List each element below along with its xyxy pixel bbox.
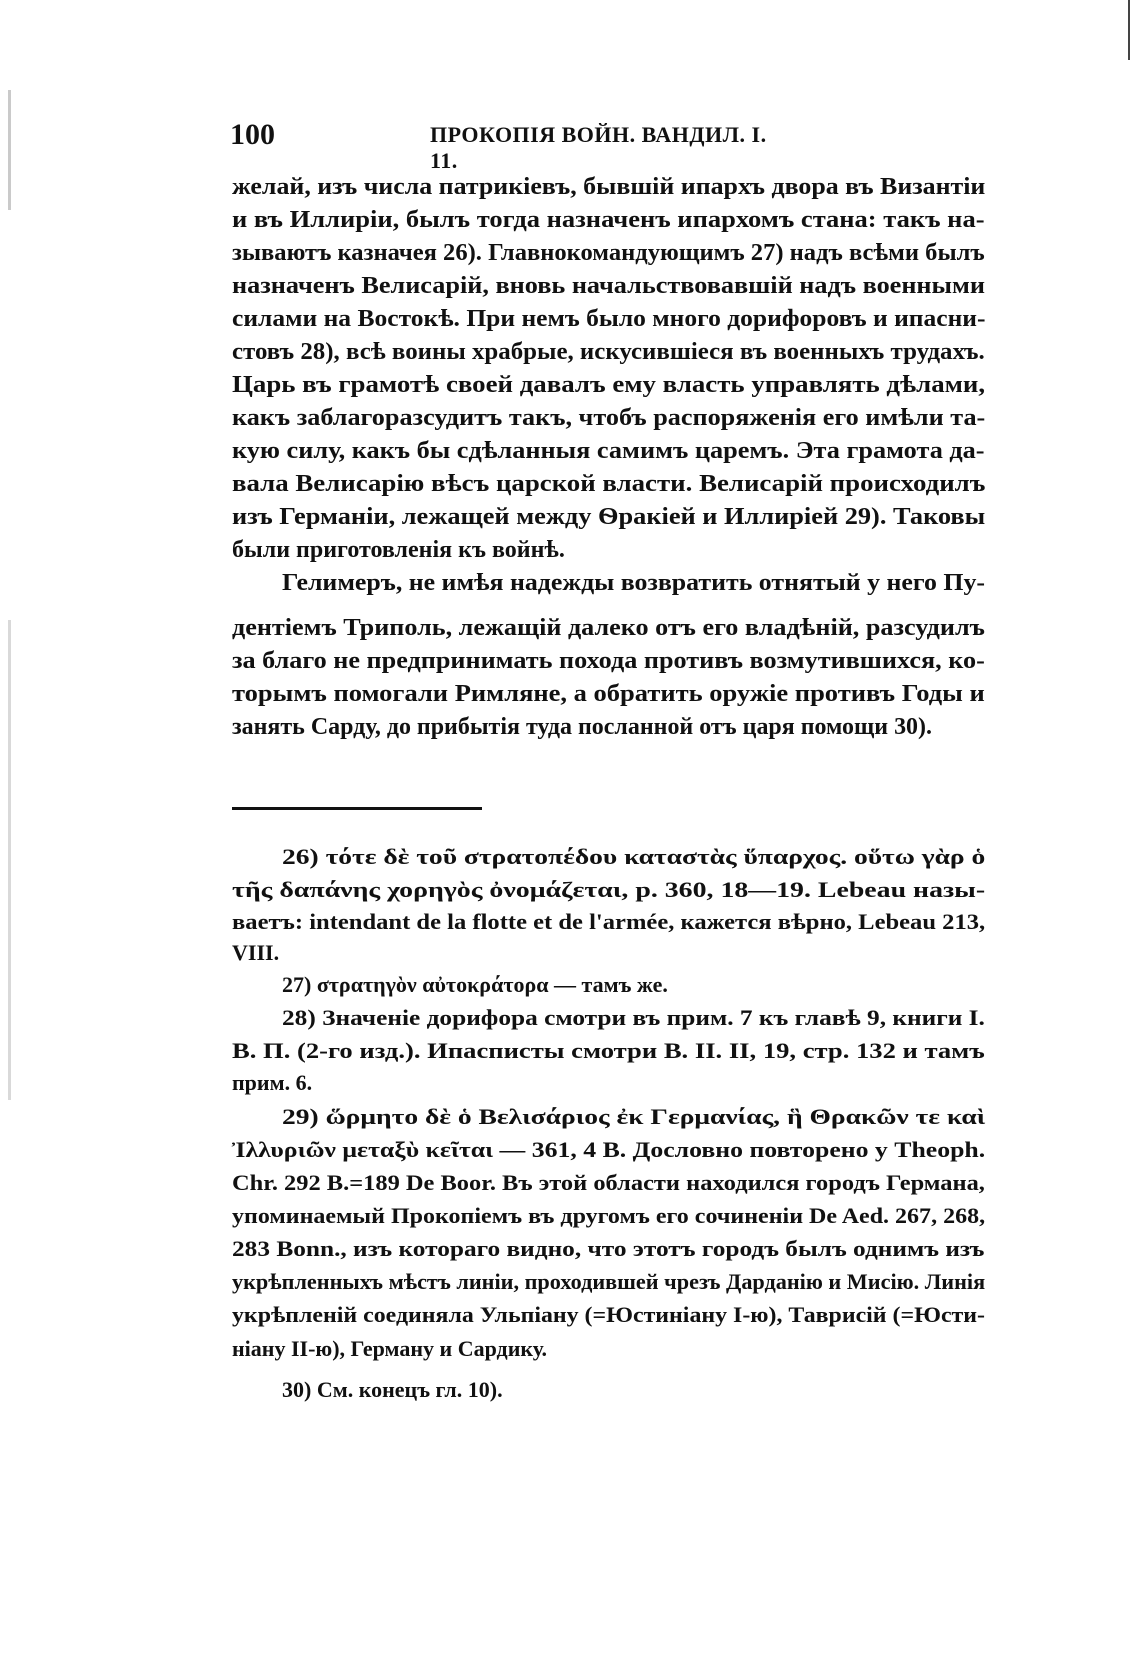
footnote-separator bbox=[232, 807, 482, 810]
text-line: желай, изъ числа патрикіевъ, бывшій ипархъ двора въ Византіи bbox=[232, 174, 986, 200]
text-line: дентіемъ Триполь, лежащій далеко отъ его владѣній, разсудилъ bbox=[232, 615, 985, 641]
footnote-line: упоминаемый Прокопіемъ въ другомъ его сочиненіи De Aed. 267, 268, bbox=[232, 1203, 986, 1228]
footnote-line: укрѣпленій соединяла Ульпіану (=Юстиніану I-ю), Таврисій (=Юсти- bbox=[232, 1302, 985, 1327]
running-title: ПРОКОПІЯ ВОЙН. ВАНДИЛ. І. 11. bbox=[430, 122, 767, 173]
text-line: были приготовленія къ войнѣ. bbox=[232, 537, 565, 563]
scan-edge-line bbox=[1128, 0, 1130, 60]
text-line: силами на Востокѣ. При немъ было много дорифоровъ и ипасни- bbox=[232, 306, 986, 332]
text-line: и въ Иллиріи, былъ тогда назначенъ ипархомъ стана: такъ на- bbox=[232, 207, 985, 233]
footnote-line: прим. 6. bbox=[232, 1070, 313, 1095]
text-line: за благо не предпринимать похода противъ возмутившихся, ко- bbox=[232, 648, 985, 674]
footnote-line: 30) См. конецъ гл. 10). bbox=[282, 1377, 503, 1402]
text-line: стовъ 28), всѣ воины храбрые, искусившіеся въ военныхъ трудахъ. bbox=[232, 339, 985, 365]
footnote-line: укрѣпленныхъ мѣстъ линіи, проходившей чрезъ Дарданію и Мисію. Линія bbox=[232, 1269, 986, 1294]
footnote-line: 29) ὥρμητο δὲ ὁ Βελισάριος ἐκ Γερμανίας, ἣ Θρακῶν τε καὶ bbox=[282, 1104, 986, 1129]
scan-margin-noise bbox=[8, 620, 11, 1100]
text-line: торымъ помогали Римляне, а обратить оружіе противъ Годы и bbox=[232, 681, 985, 707]
text-line: назначенъ Велисарій, вновь начальствовавшій надъ военными bbox=[232, 273, 986, 299]
footnote-line: 283 Bonn., изъ котораго видно, что этотъ городъ былъ однимъ изъ bbox=[232, 1236, 985, 1261]
footnote-line: Chr. 292 B.=189 De Boor. Въ этой области находился городъ Германа, bbox=[232, 1170, 985, 1195]
text-line: какъ заблагоразсудитъ такъ, чтобъ распоряженія его имѣли та- bbox=[232, 405, 986, 431]
page-number: 100 bbox=[230, 118, 275, 151]
running-header bbox=[230, 118, 780, 173]
footnote-line: 27) στρατηγὸν αὐτοκράτορα — тамъ же. bbox=[282, 972, 668, 997]
scan-margin-noise bbox=[8, 90, 11, 210]
text-line: зываютъ казначея 26). Главнокомандующимъ 27) надъ всѣми былъ bbox=[232, 240, 985, 266]
text-line: вала Велисарію вѣсъ царской власти. Велисарій происходилъ bbox=[232, 471, 986, 497]
text-line: кую силу, какъ бы сдѣланныя самимъ царемъ. Эта грамота да- bbox=[232, 438, 985, 464]
text-line: занять Сарду, до прибытія туда посланной отъ царя помощи 30). bbox=[232, 714, 933, 740]
footnote-line: ваетъ: intendant de la flotte et de l'armée, кажется вѣрно, Lebeau 213, bbox=[232, 909, 986, 934]
footnote-line: 28) Значеніе дорифора смотри въ прим. 7 къ главѣ 9, книги I. bbox=[282, 1005, 985, 1030]
text-line: Гелимеръ, не имѣя надежды возвратить отнятый у него Пу- bbox=[282, 570, 985, 596]
text-line: изъ Германіи, лежащей между Ѳракіей и Иллиріей 29). Таковы bbox=[232, 504, 986, 530]
footnote-line: ніану II-ю), Герману и Сардику. bbox=[232, 1336, 548, 1361]
text-line: Царь въ грамотѣ своей давалъ ему власть управлять дѣлами, bbox=[232, 372, 986, 398]
footnote-line: 26) τότε δὲ τοῦ στρατοπέδου καταστὰς ὕπαρχος. οὕτω γὰρ ὁ bbox=[282, 844, 986, 869]
footnote-line: В. П. (2-го изд.). Ипасписты смотри В. II. II, 19, стр. 132 и тамъ bbox=[232, 1038, 985, 1063]
footnote-line: Ἰλλυριῶν μεταξὺ κεῖται — 361, 4 B. Дословно повторено у Theoph. bbox=[232, 1137, 986, 1162]
footnote-line: τῆς δαπάνης χορηγὸς ὀνομάζεται, p. 360, 18—19. Lebeau назы- bbox=[232, 877, 986, 902]
footnote-line: VIII. bbox=[232, 940, 280, 965]
